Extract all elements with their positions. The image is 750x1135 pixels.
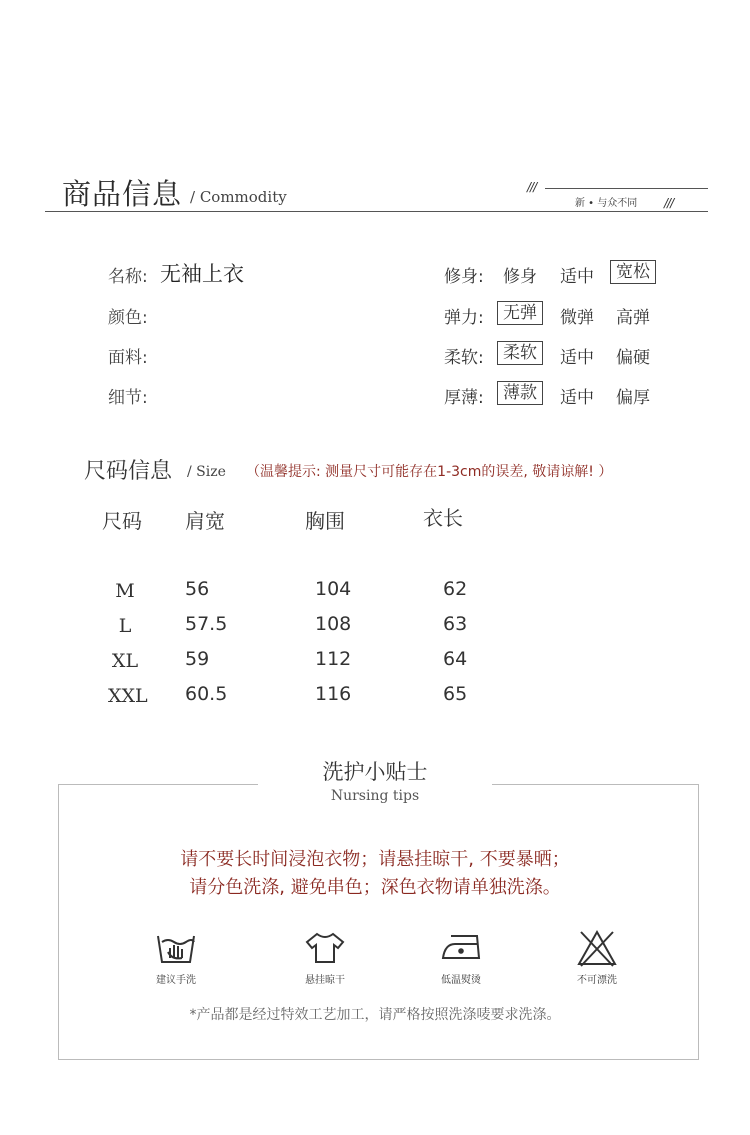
attribute-option-text: 修身 <box>503 267 537 287</box>
attribute-option-text: 薄款 <box>497 381 543 405</box>
attribute-option-text: 偏硬 <box>616 348 650 368</box>
attribute-option-text: 柔软 <box>497 341 543 365</box>
detail-label: 细节: <box>108 388 148 408</box>
measurement-cell: 56 <box>185 578 210 600</box>
size-title: 尺码信息 <box>84 459 173 484</box>
header-chest: 胸围 <box>305 509 345 533</box>
attribute-label: 弹力: <box>444 308 484 328</box>
hand-wash-icon <box>154 928 198 972</box>
care-warning-line-1: 请不要长时间浸泡衣物；请悬挂晾干, 不要暴晒； <box>180 849 570 870</box>
measurement-cell: 64 <box>443 648 468 670</box>
header-divider <box>45 211 708 212</box>
slashes-left: /// <box>527 180 537 194</box>
care-footnote: *产品都是经过特效工艺加工，请严格按照洗涤唛要求洗涤。 <box>189 1007 561 1023</box>
attribute-option <box>560 303 594 328</box>
measurement-cell: 62 <box>443 578 468 600</box>
header-accent-line <box>545 188 708 189</box>
measurement-cell: 63 <box>443 613 468 635</box>
no-bleach-label: 不可漂洗 <box>577 975 617 986</box>
no-bleach-icon <box>575 928 619 972</box>
tagline: 新 • 与众不同 <box>575 198 638 209</box>
attribute-option-text: 适中 <box>560 388 594 408</box>
name-value: 无袖上衣 <box>160 262 244 286</box>
attribute-option-selected <box>610 260 656 284</box>
attribute-option-selected <box>497 341 543 365</box>
name-label: 名称: <box>108 267 148 287</box>
low-iron-label: 低温熨烫 <box>441 975 481 986</box>
attribute-option <box>560 262 594 287</box>
attribute-option-text: 适中 <box>560 348 594 368</box>
attribute-option-text: 宽松 <box>610 260 656 284</box>
attribute-option <box>616 303 650 328</box>
header-size: 尺码 <box>102 509 142 533</box>
fabric-label: 面料: <box>108 348 148 368</box>
measurement-cell: 112 <box>315 648 352 670</box>
color-label: 颜色: <box>108 308 148 328</box>
low-iron-icon <box>439 928 483 972</box>
hang-dry-icon <box>303 928 347 972</box>
measurement-cell: 59 <box>185 648 210 670</box>
attribute-option <box>616 383 650 408</box>
attribute-option-selected <box>497 381 543 405</box>
attribute-option <box>503 262 537 287</box>
measurement-cell: 65 <box>443 683 468 705</box>
size-cell: XXL <box>108 685 148 707</box>
attribute-label: 柔软: <box>444 348 484 368</box>
size-cell: XL <box>111 650 139 672</box>
measurement-cell: 57.5 <box>185 613 228 635</box>
measurement-cell: 116 <box>315 683 352 705</box>
attribute-option <box>560 343 594 368</box>
measurement-cell: 108 <box>315 613 352 635</box>
attribute-option-text: 适中 <box>560 267 594 287</box>
attribute-label: 厚薄: <box>444 388 484 408</box>
hang-dry-label: 悬挂晾干 <box>305 975 345 986</box>
page-subtitle: / Commodity <box>190 188 287 206</box>
header-shoulder: 肩宽 <box>185 509 225 533</box>
hand-wash-label: 建议手洗 <box>156 975 196 986</box>
care-title: 洗护小贴士 <box>322 760 428 784</box>
attribute-label: 修身: <box>444 267 484 287</box>
attribute-option <box>616 343 650 368</box>
attribute-option-selected <box>497 301 543 325</box>
care-subtitle: Nursing tips <box>330 788 420 804</box>
slashes-right: /// <box>664 196 674 210</box>
size-note: （温馨提示: 测量尺寸可能存在1-3cm的误差, 敬请谅解! ） <box>246 464 613 480</box>
care-warning-line-2: 请分色洗涤, 避免串色；深色衣物请单独洗涤。 <box>189 877 561 898</box>
measurement-cell: 104 <box>315 578 352 600</box>
attribute-option-text: 高弹 <box>616 308 650 328</box>
attribute-option <box>560 383 594 408</box>
attribute-option-text: 无弹 <box>497 301 543 325</box>
size-cell: L <box>118 615 132 637</box>
size-subtitle: / Size <box>187 464 226 480</box>
header-length: 衣长 <box>423 506 463 530</box>
size-cell: M <box>115 580 135 602</box>
attribute-option-text: 偏厚 <box>616 388 650 408</box>
page-title: 商品信息 <box>62 177 183 211</box>
attribute-option-text: 微弹 <box>560 308 594 328</box>
measurement-cell: 60.5 <box>185 683 228 705</box>
